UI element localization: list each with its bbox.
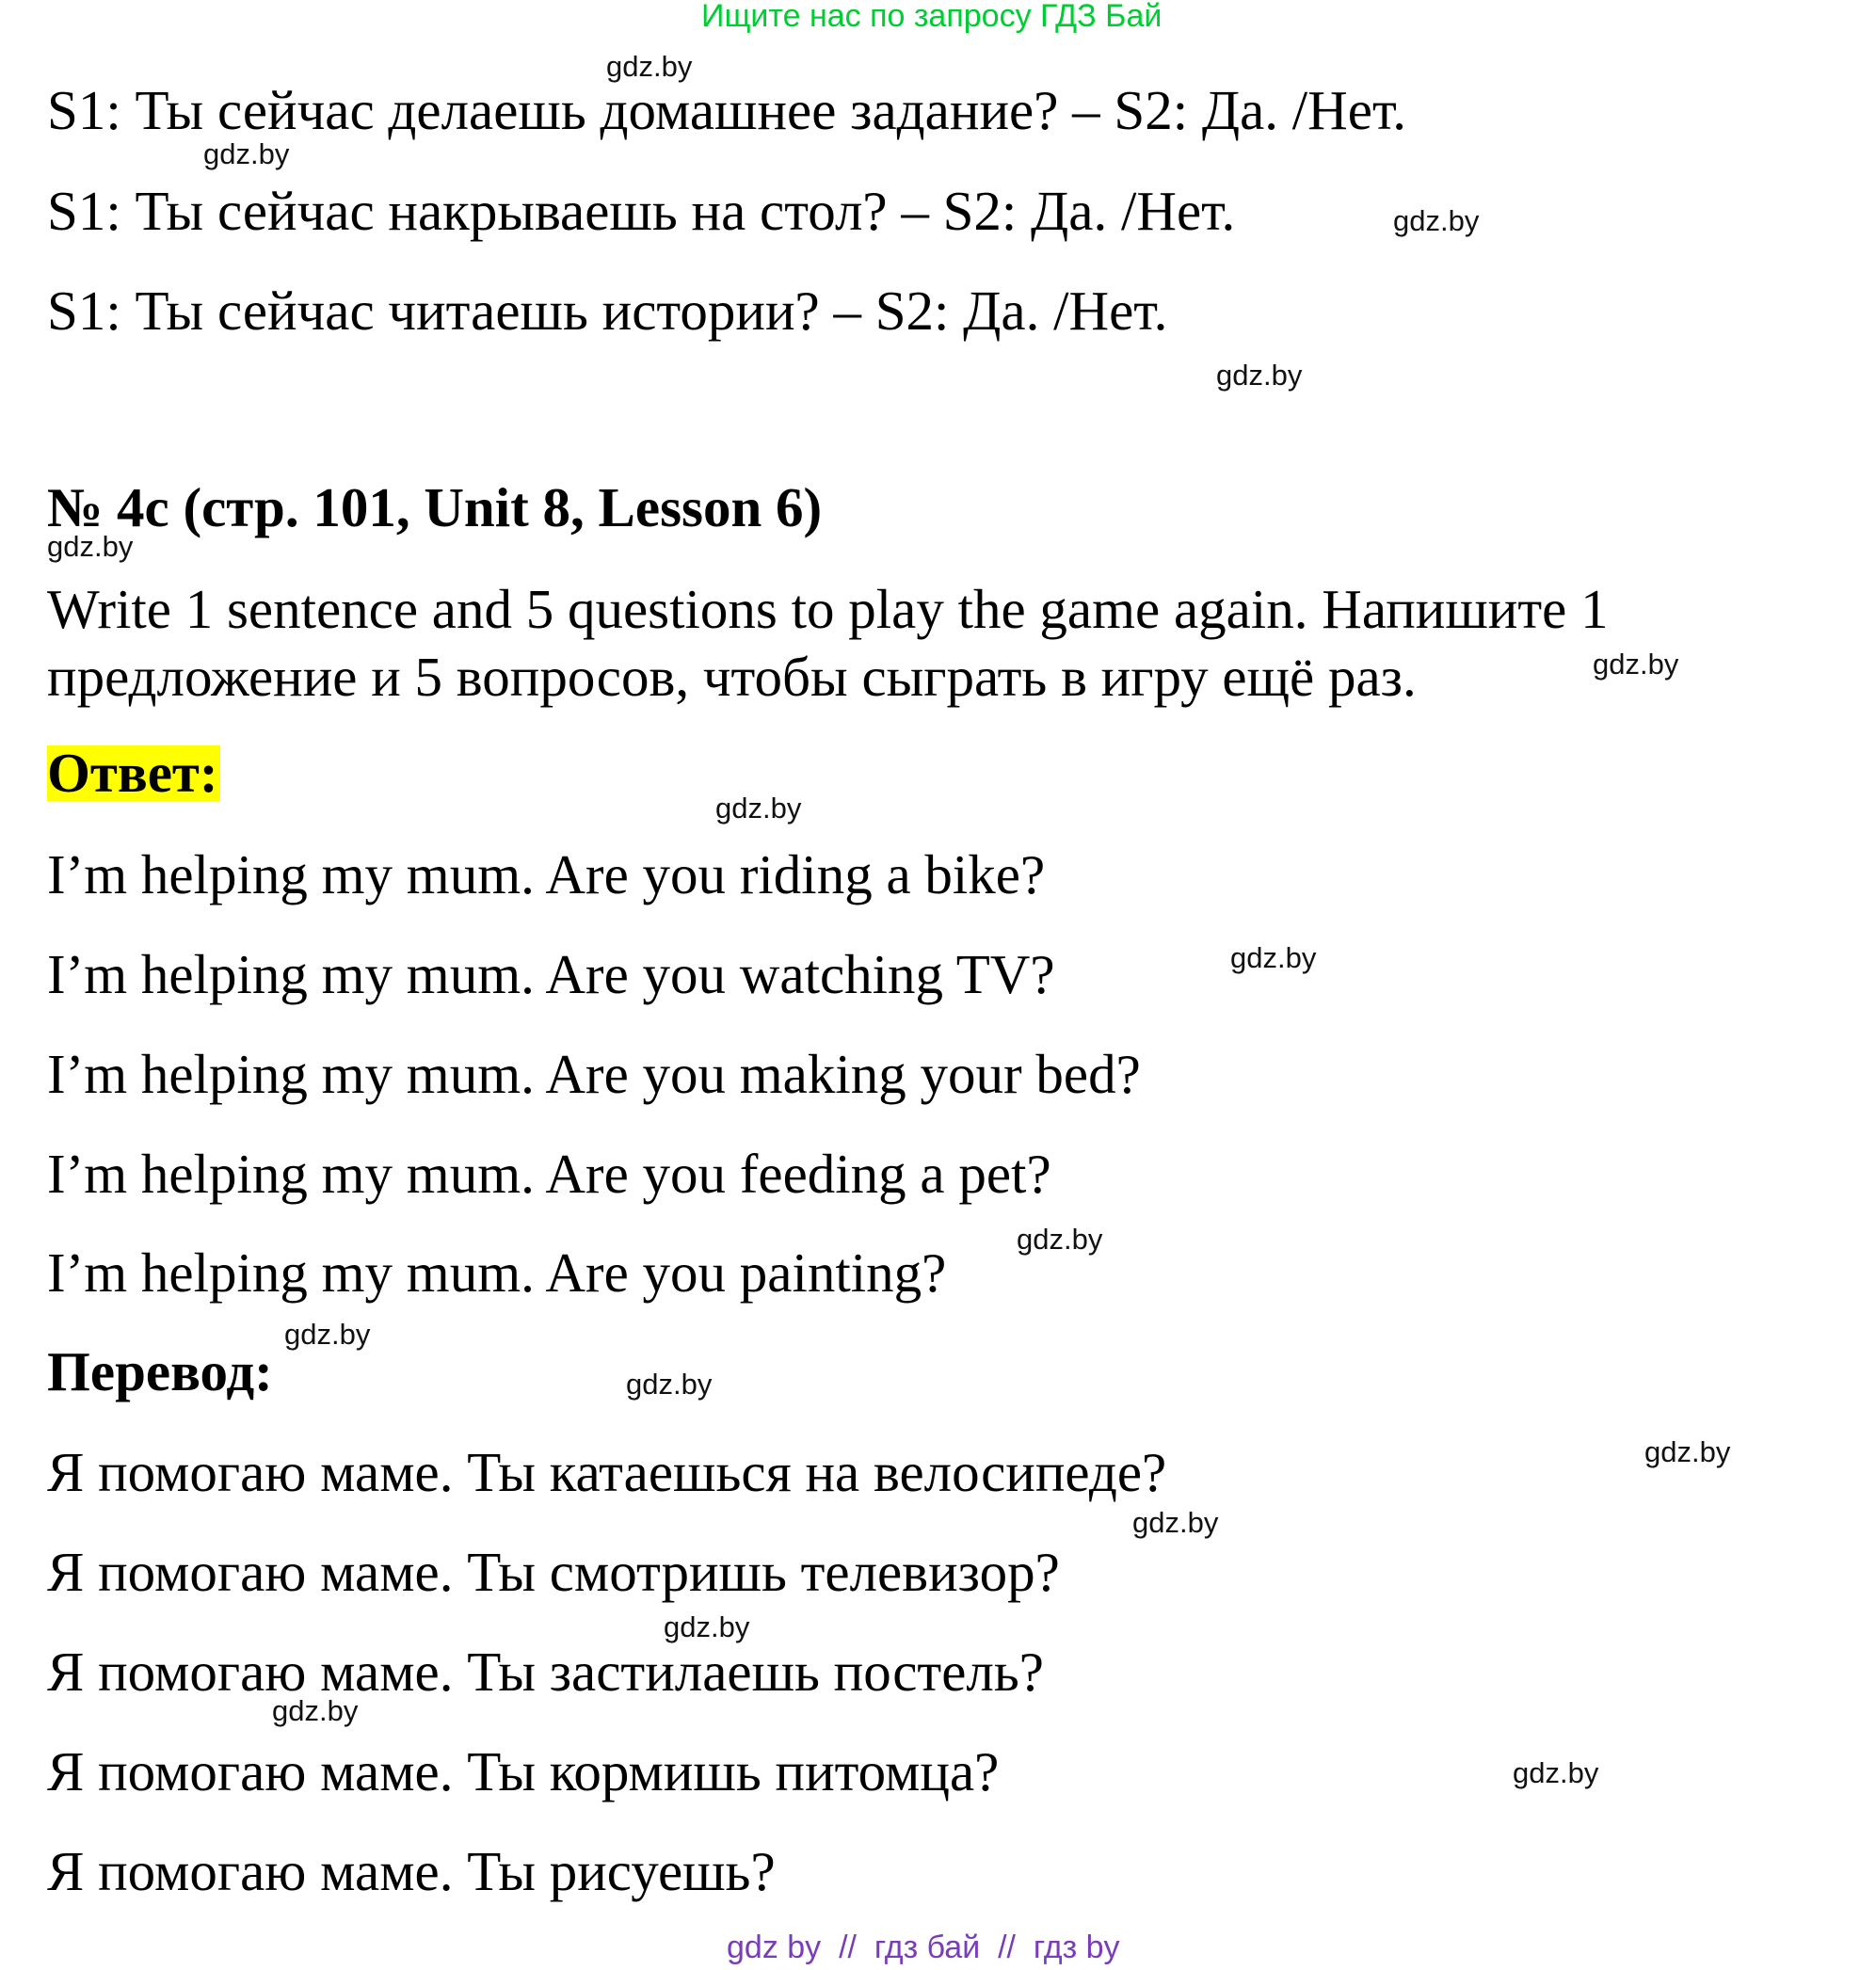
translation-line: Я помогаю маме. Ты смотришь телевизор? (47, 1541, 1060, 1603)
watermark: gdz.by (1132, 1506, 1219, 1539)
answer-line: I’m helping my mum. Are you watching TV? (47, 943, 1055, 1005)
instruction-line-1: Write 1 sentence and 5 questions to play the game again. Напишите 1 (47, 578, 1609, 640)
translation-line: Я помогаю маме. Ты катаешься на велосипеде? (47, 1441, 1167, 1503)
watermark: gdz.by (272, 1694, 359, 1727)
watermark: gdz.by (1393, 204, 1480, 237)
instruction-line-2: предложение и 5 вопросов, чтобы сыграть в игру ещё раз. (47, 646, 1417, 708)
watermark: gdz.by (606, 50, 693, 83)
watermark: gdz.by (1017, 1223, 1103, 1256)
translation-line: Я помогаю маме. Ты кормишь питомца? (47, 1740, 1000, 1802)
watermark: gdz.by (47, 530, 134, 563)
watermark: gdz.by (1230, 941, 1317, 974)
translation-line: Я помогаю маме. Ты застилаешь постель? (47, 1641, 1044, 1703)
translation-line: Я помогаю маме. Ты рисуешь? (47, 1840, 776, 1902)
watermark: gdz.by (664, 1610, 750, 1643)
watermark: gdz.by (1216, 359, 1303, 392)
answer-line: I’m helping my mum. Are you painting? (47, 1241, 947, 1304)
answer-line: I’m helping my mum. Are you making your bed? (47, 1043, 1141, 1105)
watermark: gdz.by (626, 1368, 713, 1401)
watermark: gdz.by (1644, 1435, 1731, 1468)
watermark: gdz.by (1593, 648, 1679, 681)
watermark: gdz.by (284, 1318, 371, 1351)
answer-label: Ответ: (47, 742, 218, 804)
bottom-banner: gdz by // гдз бай // гдз by (727, 1930, 1120, 1965)
watermark: gdz.by (1513, 1756, 1599, 1789)
answer-line: I’m helping my mum. Are you riding a bike? (47, 843, 1046, 905)
intro-line-1: S1: Ты сейчас делаешь домашнее задание? – S2: Да. /Нет. (47, 79, 1407, 141)
translation-label: Перевод: (47, 1340, 273, 1402)
intro-line-3: S1: Ты сейчас читаешь истории? – S2: Да. /Нет. (47, 280, 1168, 342)
watermark: gdz.by (203, 137, 290, 170)
intro-line-2: S1: Ты сейчас накрываешь на стол? – S2: Да. /Нет. (47, 180, 1236, 242)
exercise-title: № 4c (стр. 101, Unit 8, Lesson 6) (47, 476, 823, 538)
watermark: gdz.by (715, 792, 802, 825)
answer-line: I’m helping my mum. Are you feeding a pet? (47, 1143, 1051, 1205)
top-banner: Ищите нас по запросу ГДЗ Бай (701, 0, 1162, 34)
